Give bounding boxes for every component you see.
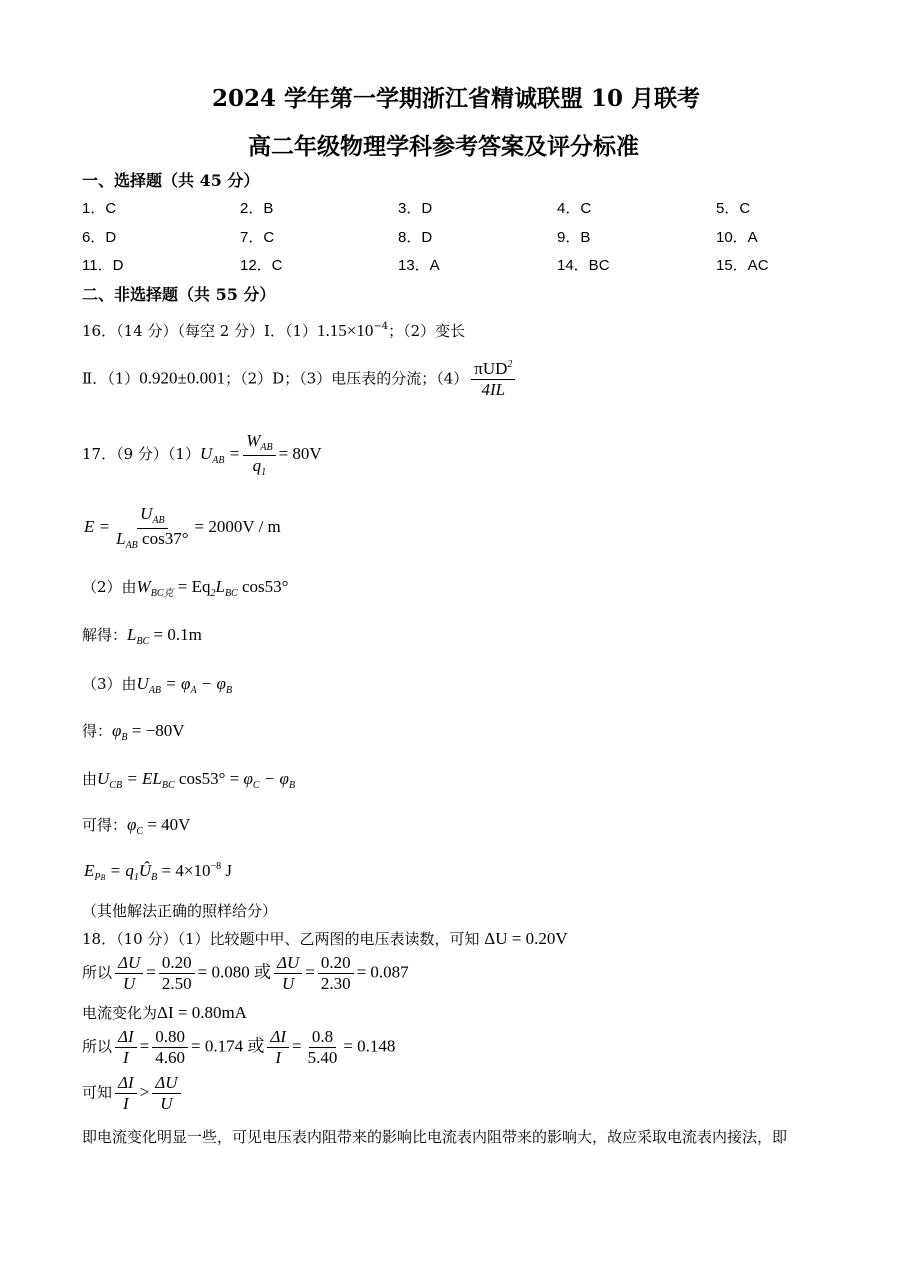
q17-lead: 17．（9 分）（1） <box>82 445 200 463</box>
mcq-answer: 7．C <box>240 229 275 246</box>
q18-du: ΔU = 0.20V <box>484 929 568 948</box>
mcq-answer: 5．C <box>716 200 751 217</box>
q17-e-result: = 2000V / m <box>194 517 281 536</box>
mcq-answer: 15．AC <box>716 257 769 274</box>
q17-e-line: E = $\frac{U_{AB}}{L_{AB} \cos 37^\circ}$ = 2000V / m <box>84 504 281 551</box>
q16-line1 <box>82 320 465 341</box>
q18-line1: 18．（10 分）（1）比较题中甲、乙两图的电压表读数，可知 ΔU = 0.20V <box>82 929 568 948</box>
q16-line2 <box>82 360 518 399</box>
q16-exponent1: −4 <box>373 321 389 332</box>
q17-line1: 17．（9 分）$(1)U_{AB}$ = $\frac{W_{AB}}{q_1}$ = 80V <box>82 431 322 478</box>
section1-heading: 一、选择题（共 45 分） <box>82 171 260 190</box>
q17-ucb: 由$U_{CB} = EL_{BC}$ $\cos 53^\circ = \varphi_C - \varphi_B$ <box>82 769 296 791</box>
q17-part3: （3）由$U_{AB} = \varphi_A - \varphi_B$ <box>82 674 233 696</box>
q16-lead: 16．（14 分）（每空 2 分）Ⅰ．（1） <box>82 322 317 340</box>
q16-part3: ；（2）D；（3）电压表的分流；（4） <box>225 369 469 388</box>
q16-part2: ；（2）变长 <box>388 322 466 340</box>
q18-ratio-u: 所以 $\frac{\Delta U}{U}$ = $\frac{0.20}{2.50}$ = 0.080 或 $\frac{\Delta U}{U}$ = $\frac{0.20}{2.30}$ = 0.087 <box>82 953 409 993</box>
mcq-answer: 10．A <box>716 229 758 246</box>
mcq-answer: 4．C <box>557 200 592 217</box>
q18-conclusion: 即电流变化明显一些，可见电压表内阻带来的影响比电流表内阻带来的影响大，故应采取电流表内接法，即 <box>82 1128 788 1146</box>
mcq-answer: 12．C <box>240 257 283 274</box>
mcq-answer: 6．D <box>82 229 117 246</box>
mcq-answer: 14．BC <box>557 257 610 274</box>
q17-solve-lbc: 解得：$L_{BC} = 0.1m$ <box>82 625 202 647</box>
q17-note: （其他解法正确的照样给分） <box>82 902 278 920</box>
q17-ep: $E_{PB}$ = $q_1Û_B = 4\times 10^{-8}$ J <box>84 861 232 883</box>
mcq-answer: 9．B <box>557 229 591 246</box>
q17-e-fraction: $\frac{U_{AB}}{L_{AB} \cos 37^\circ}$ <box>116 504 189 551</box>
mcq-answer: 2．B <box>240 200 274 217</box>
q17-part2: （2）由$W_{BC克} = Eq_2L_{BC}$ cos53° <box>82 577 289 599</box>
section2-heading: 二、非选择题（共 55 分） <box>82 285 276 304</box>
mcq-answer: 13．A <box>398 257 440 274</box>
q18-ratio-i: 所以 $\frac{\Delta I}{I}$ = $\frac{0.80}{4.60}$ = 0.174 或 $\frac{\Delta I}{I}$ = $\frac{0.8}{5.40}$ = 0.148 <box>82 1027 396 1067</box>
q16-value2: 0.920±0.001 <box>139 368 226 388</box>
q17-phic: 可得：$\varphi_C = 40V$ <box>82 815 191 837</box>
mcq-answer: 8．D <box>398 229 433 246</box>
q17-uab-result: = 80V <box>278 444 322 463</box>
q16-fraction: $\frac{\pi UD^2}{4IL}$ <box>471 360 515 399</box>
q17-phib: 得：$\varphi_B = -80V$ <box>82 721 185 743</box>
q16-value1: 1.15×10 <box>317 321 374 340</box>
mcq-answer: 3．D <box>398 200 433 217</box>
page-title-line1: 2024 学年第一学期浙江省精诚联盟 10 月联考 <box>212 85 701 112</box>
q17-wab-fraction: $\frac{W_{AB}}{q_1}$ <box>243 432 275 478</box>
mcq-answer: 11．D <box>82 257 124 274</box>
q18-compare: 可知 $\frac{\Delta I}{I}$ > $\frac{\Delta U}{U}$ <box>82 1074 184 1113</box>
page-title-line2: 高二年级物理学科参考答案及评分标准 <box>248 133 639 160</box>
q18-di-line: 电流变化为ΔI = 0.80mA <box>82 1003 247 1022</box>
q18-di: ΔI = 0.80mA <box>157 1003 247 1022</box>
q16-lead2: Ⅱ．（1） <box>82 369 140 388</box>
mcq-answer: 1．C <box>82 200 117 217</box>
